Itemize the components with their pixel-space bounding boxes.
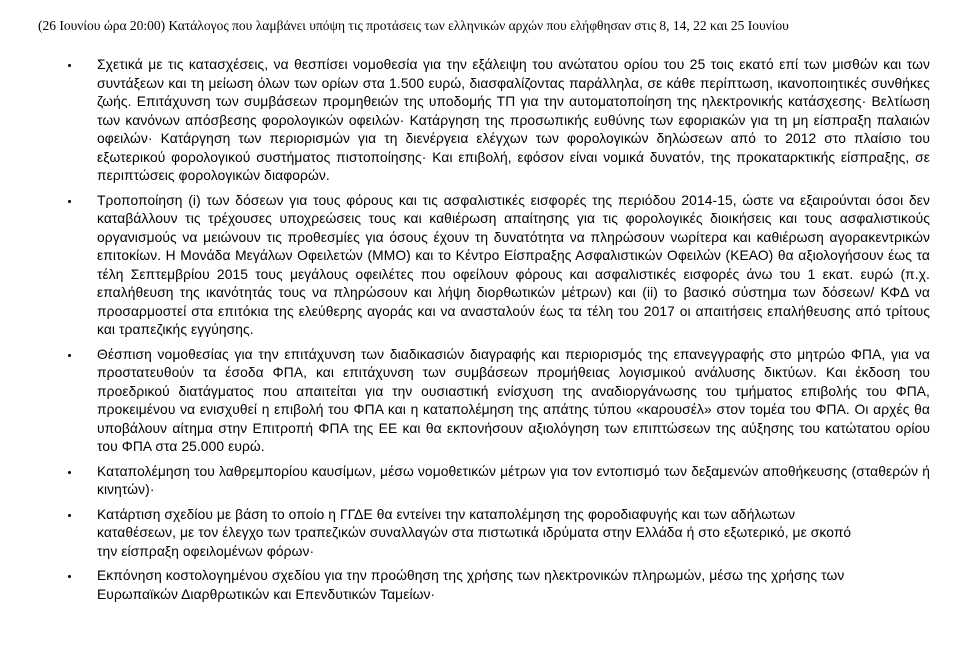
bullet-text-seizures: Σχετικά με τις κατασχέσεις, να θεσπίσει νομοθεσία για την εξάλειψη του ανώτατου ορίου του 25 τοις εκατό επί των μισθών και των συντάξεων και τη μείωση όλων των ορίων στα 1.500 ευρώ, διασφαλίζοντας παράλληλα, σε κάθε περίπτωση, ικανοποιητικές συνθήκες ζωής. Επιτάχυνση των συμβάσεων προμηθειών της υποδομής ΤΠ για την αυτοματοποίηση της ηλεκτρονικής κατάσχεσης· Βελτίωση των κανόνων απόσβεσης φορολογικών οφειλών· Κατάργηση της προσωπικής ευθύνης των εφοριακών για τη μη είσπραξη παλαιών οφειλών· Κατάργηση των περιορισμών για τη διενέργεια ελέγχων των φορολογικών δηλώσεων από το 2012 στο πλαίσιο του εξωτερικού φορολογικού συστήματος πιστοποίησης· Και επιβολή, εφόσον είναι νομικά δυνατόν, της προκαταρκτικής είσπραξης, σε περιπτώσεις φορολογικών διαφορών. <box>97 57 930 183</box>
bullet-item <box>68 56 930 186</box>
bullet-item <box>68 346 930 457</box>
bullet-item <box>68 192 930 340</box>
bullet-icon <box>68 64 71 67</box>
bullet-list <box>0 34 967 604</box>
bullet-item <box>68 567 930 604</box>
bullet-text-fuel-smuggling: Καταπολέμηση του λαθρεμπορίου καυσίμων, μέσω νομοθετικών μέτρων για τον εντοπισμό των δεξαμενών αποθήκευσης (σταθερών ή κινητών)· <box>97 463 930 497</box>
bullet-icon <box>68 471 71 474</box>
bullet-text-vat-legislation: Θέσπιση νομοθεσίας για την επιτάχυνση των διαδικασιών διαγραφής και περιορισμός της επανεγγραφής στο μητρώο ΦΠΑ, για να προστατευθούν τα έσοδα ΦΠΑ, και επιτάχυνση των συμβάσεων προμήθειας λογισμικού ανάλυσης δικτύων. Και έκδοση του προεδρικού διατάγματος που απαιτείται για την ουσιαστική ενίσχυση της αναδιοργάνωσης του τμήματος επιβολής του ΦΠΑ, προκειμένου να ενισχυθεί η επιβολή του ΦΠΑ και η καταπολέμηση της απάτης τύπου «καρουσέλ» στον τομέα του ΦΠΑ. Οι αρχές θα υποβάλουν αίτημα στην Επιτροπή ΦΠΑ της ΕΕ και θα εκπονήσουν αξιολόγηση των επιπτώσεων της αύξησης του κατώτατου ορίου του ΦΠΑ στα 25.000 ευρώ. <box>97 346 930 454</box>
bullet-text-tax-evasion-plan: Κατάρτιση σχεδίου με βάση το οποίο η ΓΓΔΕ θα εντείνει την καταπολέμηση της φοροδιαφυγής και των αδήλωτων καταθέσεων, με τον έλεγχο των τραπεζικών συναλλαγών στα πιστωτικά ιδρύματα στην Ελλάδα ή στο εξωτερικό, με σκοπό την είσπραξη οφειλομένων φόρων· <box>97 506 852 559</box>
bullet-item <box>68 463 930 500</box>
bullet-text-installments: Τροποποίηση (i) των δόσεων για τους φόρους και τις ασφαλιστικές εισφορές της περιόδου 2014-15, ώστε να εξαιρούνται όσοι δεν καταβάλλουν τις τρέχουσες υποχρεώσεις τους και καθιέρωση απαίτησης για τις φορολογικές διοικήσεις και τους ασφαλιστικούς οργανισμούς να μειώνουν τις προθεσμίες για όσους έχουν τη δυνατότητα να πληρώσουν νωρίτερα και καθιέρωση αγορακεντρικών επιτοκίων. Η Μονάδα Μεγάλων Οφειλετών (ΜΜΟ) και το Κέντρο Είσπραξης Ασφαλιστικών Οφειλών (ΚΕΑΟ) θα αξιολογήσουν έως τα τέλη Σεπτεμβρίου 2015 τους μεγάλους οφειλέτες που οφείλουν φόρους και ασφαλιστικές εισφορές άνω του 1 εκατ. ευρώ (π.χ. επαλήθευση της ικανότητάς τους να πληρώσουν και λήψη διορθωτικών μέτρων) και (ii) το βασικό σύστημα των δόσεων/ ΚΦΔ να προσαρμοστεί στα επιτόκια της ελεύθερης αγοράς και να ανασταλούν έως τα τέλη του 2017 οι απαιτήσεις επαλήθευσης από τρίτους και τραπεζικής εγγύησης. <box>97 192 930 337</box>
bullet-icon <box>68 514 71 517</box>
bullet-icon <box>68 354 71 357</box>
bullet-icon <box>68 575 71 578</box>
bullet-icon <box>68 200 71 203</box>
bullet-item <box>68 506 930 562</box>
document-header: (26 Ιουνίου ώρα 20:00) Κατάλογος που λαμβάνει υπόψη τις προτάσεις των ελληνικών αρχών που ελήφθησαν στις 8, 14, 22 και 25 Ιουνίου <box>38 18 789 33</box>
bullet-text-epayments-plan: Εκπόνηση κοστολογημένου σχεδίου για την προώθηση της χρήσης των ηλεκτρονικών πληρωμών, μέσω της χρήσης των Ευρωπαϊκών Διαρθρωτικών και Επενδυτικών Ταμείων· <box>97 568 845 602</box>
